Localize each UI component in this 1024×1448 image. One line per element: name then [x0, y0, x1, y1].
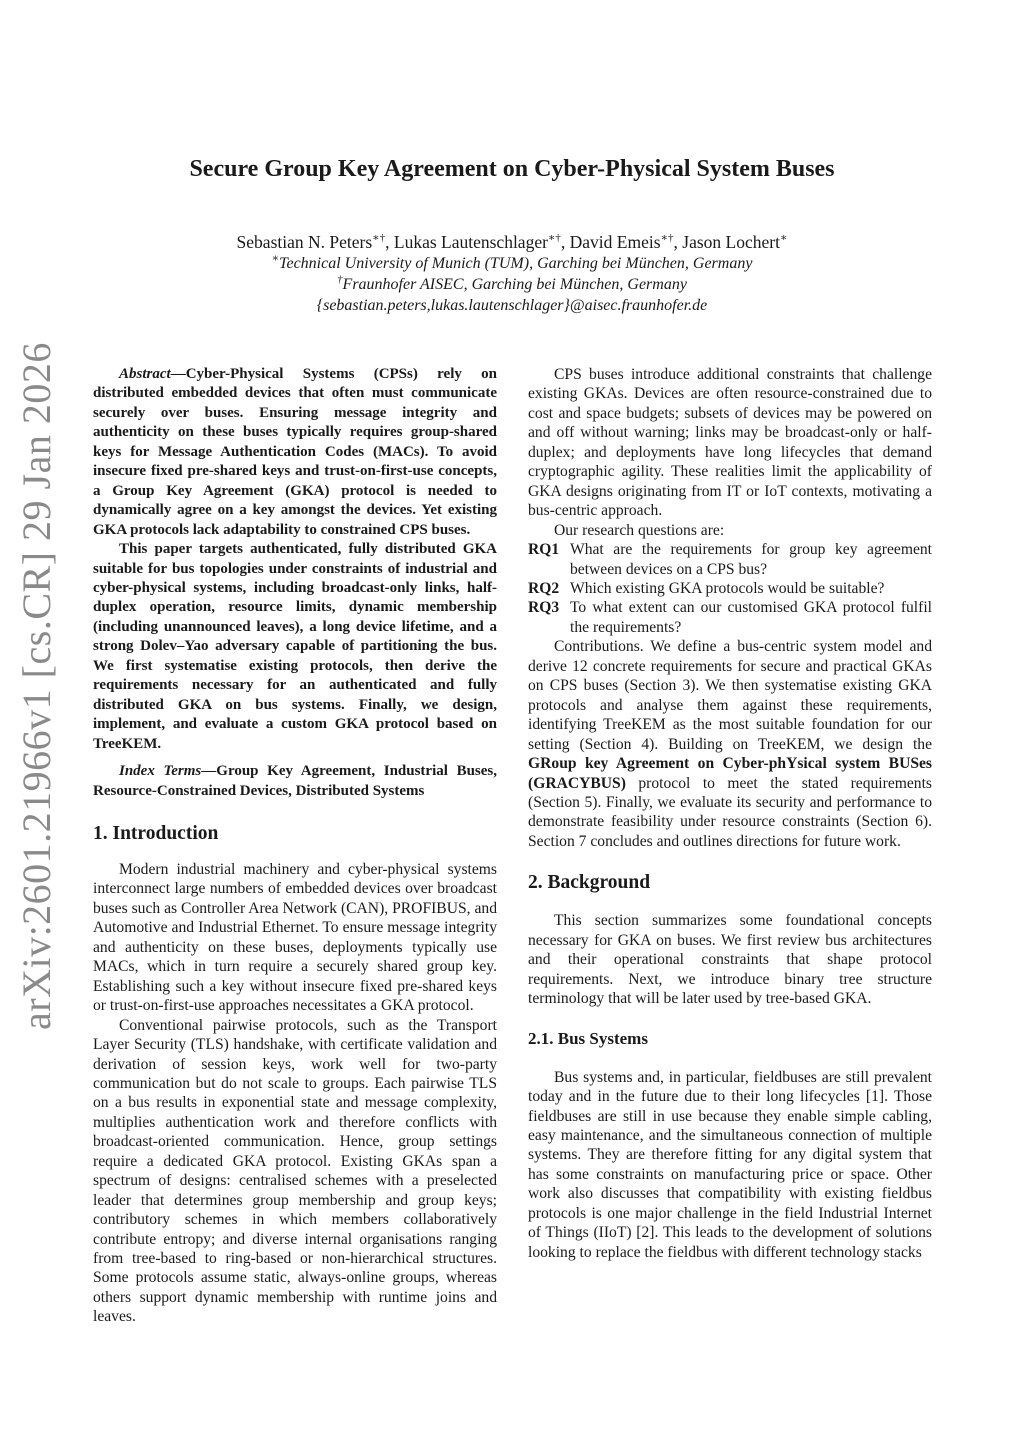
author-name: , David Emeis [560, 232, 661, 252]
affiliation-mark: ∗ [271, 252, 280, 265]
intro-paragraph-2: Conventional pairwise protocols, such as the Transport Layer Security (TLS) handshake, with certificate validation and derivation of session keys, work well for two-party communication but do not scale to groups. Each pairwise TLS on a bus results in exponential state and message complexity, multiplies authentication work and therefore conflicts with broadcast-oriented communication. Hence, group settings require a dedicated GKA protocol. Existing GKAs span a spectrum of designs: centralised schemes with a preselected leader that determines group membership and group keys; contributory schemes in which members collaboratively contribute entropy; and diverse internal organisations ranging from tree-based to ring-based or non-hierarchical structures. Some protocols assume static, always-online groups, whereas others support dynamic membership with runtime joins and leaves. [93, 1016, 497, 1326]
research-question [528, 540, 932, 579]
research-question-tag: RQ1 [528, 541, 560, 559]
research-question-text: Which existing GKA protocols would be suitable? [570, 579, 885, 597]
index-terms-label: Index Terms [119, 763, 202, 780]
author-name: Sebastian N. Peters [236, 232, 373, 252]
contributions-text: protocol to meet the stated requirements (Section 5). Finally, we evaluate its security and performance to demonstrate feasibility under resource constraints (Section 6). Section 7 concludes and outlines directions for future work. [528, 774, 932, 850]
research-question-tag: RQ3 [528, 599, 560, 617]
author-mark: ∗ [779, 232, 788, 245]
research-question-text: To what extent can our customised GKA protocol fulfil the requirements? [570, 599, 932, 636]
bus-systems-paragraph: Bus systems and, in particular, fieldbuses are still prevalent today and in the future due to their long lifecycles [1]. Those fieldbuses are still in use because they enable simple cabling, easy maintenance, and the simultaneous connection of multiple systems. They are therefore fitting for any digital system that has some constraints on manufacturing price or space. Other work also discusses that compatibility with existing fieldbus protocols is one major challenge in the field Industrial Internet of Things (IIoT) [2]. This leads to the development of solutions looking to replace the fieldbus with different technology stacks [528, 1068, 932, 1261]
abstract-text: —Cyber-Physical Systems (CPSs) rely on distributed embedded devices that often must communicate securely over buses. Ensuring message integrity and authenticity on these buses typically requires group-shared keys for Message Authentication Codes (MACs). To avoid insecure fixed pre-shared keys and trust-on-first-use concepts, a Group Key Agreement (GKA) protocol is needed to dynamically agree on a key amongst the devices. Yet existing GKA protocols lack adaptability to constrained CPS buses. [93, 366, 497, 538]
research-question-text: What are the requirements for group key agreement between devices on a CPS bus? [570, 541, 932, 578]
research-question [528, 598, 932, 637]
contributions-paragraph [528, 637, 932, 851]
research-question [528, 579, 932, 598]
affiliation-text: Fraunhofer AISEC, Garching bei München, Germany [342, 276, 687, 293]
right-column [528, 365, 932, 1262]
section-heading-introduction: 1. Introduction [93, 822, 219, 844]
subsection-heading-bus-systems: 2.1. Bus Systems [528, 1028, 648, 1048]
abstract-paragraph-1 [93, 365, 497, 540]
affiliation-mark: † [337, 273, 343, 286]
arxiv-watermark: arXiv:2601.21966v1 [cs.CR] 29 Jan 2026 [14, 342, 59, 1030]
research-questions-intro: Our research questions are: [554, 521, 725, 539]
section-heading-background: 2. Background [528, 872, 651, 894]
index-terms-text: —Group Key Agreement, Industrial Buses, Resource-Constrained Devices, Distributed Systems [93, 763, 497, 799]
protocol-name: GRoup key Agreement on Cyber-phYsical system BUSes (GRACYBUS) [528, 755, 932, 792]
affiliation-aisec [0, 274, 1024, 295]
intro-paragraph-3: CPS buses introduce additional constraints that challenge existing GKAs. Devices are often resource-constrained due to cost and space budgets; subsets of devices may be powered on and off without warning; links may be broadcast-only or half-duplex; and deployments have long lifecycles that demand cryptographic agility. These realities limit the applicability of GKA designs originating from IT or IoT contexts, motivating a bus-centric approach. [528, 366, 932, 520]
author-list [0, 232, 1024, 253]
research-question-tag: RQ2 [528, 579, 560, 597]
intro-paragraph-1: Modern industrial machinery and cyber-physical systems interconnect large numbers of embedded devices over broadcast buses such as Controller Area Network (CAN), PROFIBUS, and Automotive and Industrial Ethernet. To ensure message integrity and authenticity on these buses, deployments typically use MACs, which in turn require a securely shared group key. Establishing such a key without insecure fixed pre-shared keys or trust-on-first-use approaches necessitates a GKA protocol. [93, 860, 497, 1015]
affiliation-tum [0, 253, 1024, 274]
author-mark: ∗† [660, 232, 674, 245]
contributions-text: Contributions. We define a bus-centric system model and derive 12 concrete requirements for secure and practical GKAs on CPS buses (Section 3). We then systematise existing GKA protocols and analyse them against these requirements, identifying TreeKEM as the most suitable foundation for our setting (Section 4). Building on TreeKEM, we design the [528, 638, 932, 753]
abstract-label: Abstract [119, 366, 171, 382]
author-mark: ∗† [547, 232, 561, 245]
index-terms [93, 762, 497, 801]
author-block [0, 232, 1024, 316]
background-paragraph-1: This section summarizes some foundational concepts necessary for GKA on buses. We first review bus architectures and their operational constraints that shape protocol requirements. Next, we introduce binary tree structure terminology that will be later used by tree-based GKA. [528, 912, 932, 1008]
author-email: {sebastian.peters,lukas.lautenschlager}@aisec.fraunhofer.de [316, 297, 708, 314]
author-name: , Lukas Lautenschlager [385, 232, 548, 252]
left-column [93, 365, 497, 1327]
paper-title: Secure Group Key Agreement on Cyber-Physical System Buses [189, 156, 835, 182]
author-name: , Jason Lochert [673, 232, 780, 252]
author-mark: ∗† [372, 232, 386, 245]
affiliation-text: Technical University of Munich (TUM), Garching bei München, Germany [279, 255, 753, 272]
abstract-paragraph-2: This paper targets authenticated, fully distributed GKA suitable for bus topologies under constraints of industrial and cyber-physical systems, including broadcast-only links, half-duplex operation, resource limits, dynamic membership (including unannounced leaves), a long device lifetime, and a strong Dolev–Yao adversary capable of partitioning the bus. We first systematise existing protocols, then derive the requirements necessary for an authenticated and fully distributed GKA on bus systems. Finally, we design, implement, and evaluate a custom GKA protocol based on TreeKEM. [93, 541, 497, 752]
